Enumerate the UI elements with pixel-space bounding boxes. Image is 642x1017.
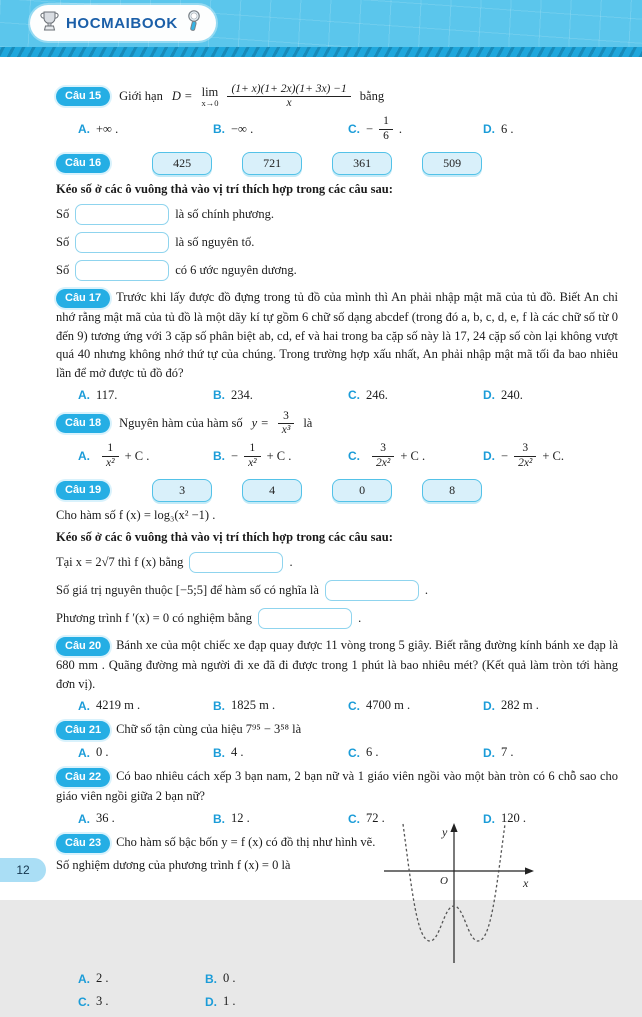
statement-text: Số (56, 206, 70, 221)
statement-text: Số giá trị nguyên thuộc [−5;5] để hàm số có nghĩa là (56, 582, 319, 597)
statement-text: là số chính phương. (175, 206, 274, 221)
question-badge: Câu 18 (56, 414, 110, 433)
options-row (78, 442, 618, 469)
option-c: C. $\frac{3}{\text{2x²}}$ + C . (348, 442, 426, 469)
option-a: A. $\frac{1}{\text{x²}}$ + C . (78, 442, 150, 469)
option-c: C. 4700 m . (348, 698, 411, 713)
option-c: C. 246. (348, 387, 388, 403)
math-lhs: y = (251, 416, 269, 431)
option-a: A. 4219 m . (78, 698, 141, 713)
drag-number[interactable]: 721 (242, 152, 302, 175)
quartic-function-graph (376, 821, 538, 971)
question-text: Nguyên hàm của hàm số (119, 416, 243, 431)
question-16 (56, 152, 618, 281)
question-badge: Câu 23 (56, 834, 110, 853)
question-badge: Câu 16 (56, 154, 110, 173)
options-row (78, 388, 618, 403)
logo (30, 5, 216, 41)
statement-text: Số (56, 262, 70, 277)
option-a: A. 0 . (78, 745, 109, 760)
question-text: Giới hạn (119, 89, 163, 104)
option-d: D. 282 m . (483, 698, 539, 713)
statement-text: Tại x = 2√7 thì f (x) bằng (56, 554, 184, 569)
drop-slot[interactable] (189, 552, 283, 573)
drag-number[interactable]: 425 (152, 152, 212, 175)
limit-operator: lim x→0 (201, 84, 219, 109)
question-19 (56, 479, 618, 629)
y-axis-label: y (442, 825, 448, 839)
drag-number[interactable]: 3 (152, 479, 212, 502)
statement-text: có 6 ước nguyên dương. (175, 262, 297, 277)
statement-row (56, 552, 618, 573)
option-b: B. − $\frac{1}{\text{x²}}$ + C . (213, 442, 292, 469)
question-text: Trước khi lấy được đồ đựng trong tủ đồ của mình thì An phải nhập mật mã của tủ đồ. Biết An chỉ nhớ rằng mật mã của tủ đồ là một dãy kí tự gồm 6 chữ số dạng abcdef (trong đó a, b, c, d, e, f là các chữ số từ 0 đến 9) tương ứng với 3 cặp số phân biệt ab, cd, ef và hai trong ba cặp số này là 17, 24 cặp số còn lại không vượt quá 40 nhưng không nhớ thứ tự của chúng. Trong trường hợp xấu nhất, An phải nhập mật mã tối đa bao nhiêu lần để mở được tủ đồ đó? (56, 289, 618, 381)
drag-number[interactable]: 0 (332, 479, 392, 502)
question-text: Chữ số tận cùng của hiệu 7⁹⁵ − 3⁵⁸ là (116, 722, 302, 737)
options-row (78, 698, 618, 713)
header-stripe (0, 47, 642, 57)
statement-text: . (289, 554, 293, 569)
statement-row (56, 608, 618, 629)
question-22 (56, 767, 618, 826)
question-badge: Câu 17 (56, 289, 110, 308)
logo-text: HOCMAIBOOK (66, 14, 178, 32)
page-content (0, 57, 642, 1017)
drag-instruction: Kéo số ở các ô vuông thả vào vị trí thích hợp trong các câu sau: (56, 529, 393, 544)
question-21 (56, 720, 618, 760)
question-text-suffix: bằng (359, 89, 385, 104)
option-b: B. −∞ . (213, 121, 254, 137)
option-d: D. 6 . (483, 121, 514, 137)
statement-row (56, 260, 618, 281)
statement-row (56, 580, 618, 601)
option-b: B. 1825 m . (213, 698, 276, 713)
question-badge: Câu 21 (56, 721, 110, 740)
question-20 (56, 636, 618, 714)
question-text: Có bao nhiêu cách xếp 3 bạn nam, 2 bạn nữ và 1 giáo viên ngồi vào một bàn tròn có 6 chỗ sao cho giáo viên ngồi giữa 2 bạn nữ? (56, 769, 618, 804)
statement-row (56, 232, 618, 253)
question-text-suffix: là (303, 416, 313, 431)
origin-label: O (440, 875, 448, 887)
fraction: $\frac{(1+ x)(1+ 2x)(1+ 3x) -1}{x}$ (227, 83, 350, 110)
question-17 (56, 288, 618, 403)
option-b: B. 234. (213, 387, 253, 403)
question-18 (56, 410, 618, 470)
drop-slot[interactable] (258, 608, 352, 629)
question-badge: Câu 19 (56, 481, 110, 500)
question-text: Bánh xe của một chiếc xe đạp quay được 11 vòng trong 5 giây. Biết rằng đường kính bánh xe đạp là 680 mm . Quãng đường mà người đi xe đã đi được trong 1 phút là bao nhiêu mét? (Kết quả làm tròn tới hàng đơn vị). (56, 637, 618, 691)
option-c: C. 72 . (348, 811, 385, 826)
option-d: D. 120 . (483, 811, 526, 826)
question-badge: Câu 15 (56, 87, 110, 106)
option-b: B. 0 . (205, 971, 236, 986)
option-b: B. 12 . (213, 811, 250, 826)
trophy-icon (40, 10, 59, 36)
question-23 (56, 825, 618, 1017)
drop-slot[interactable] (325, 580, 419, 601)
option-c: C. 6 . (348, 745, 379, 760)
drag-number[interactable]: 8 (422, 479, 482, 502)
option-d: D. 7 . (483, 745, 514, 760)
drag-number[interactable]: 509 (422, 152, 482, 175)
drag-number[interactable]: 4 (242, 479, 302, 502)
options-row (78, 745, 618, 760)
option-d: D. 240. (483, 387, 523, 403)
option-b: B. 4 . (213, 745, 244, 760)
option-a: A. +∞ . (78, 121, 119, 137)
drag-number[interactable]: 361 (332, 152, 392, 175)
drag-number-boxes (152, 479, 482, 502)
question-text: Số nghiệm dương của phương trình f (x) = 0 là (56, 858, 291, 872)
option-c: C. 3 . (78, 994, 109, 1009)
question-15 (56, 83, 618, 143)
option-d: D. 1 . (205, 994, 236, 1009)
statement-text: là số nguyên tố. (175, 234, 255, 249)
options-grid (78, 971, 378, 1017)
question-intro: Cho hàm số f (x) = log₃(x² −1) . (56, 507, 216, 522)
statement-text: . (424, 582, 429, 597)
question-badge: Câu 20 (56, 637, 110, 656)
option-c: C. − $\frac{1}{6}$ . (348, 115, 402, 142)
drop-slot[interactable] (75, 232, 169, 253)
drag-instruction: Kéo số ở các ô vuông thả vào vị trí thích hợp trong các câu sau: (56, 181, 393, 196)
option-a: A. 117. (78, 387, 118, 403)
option-a: A. 2 . (78, 971, 109, 986)
drop-slot[interactable] (75, 204, 169, 225)
option-a: A. 36 . (78, 811, 115, 826)
fraction: $\frac{3}{\text{x³}}$ (278, 410, 295, 437)
math-lhs: D = (171, 89, 193, 104)
option-d: D. − $\frac{3}{\text{2x²}}$ + C. (483, 442, 565, 469)
statement-text: . (358, 610, 362, 625)
options-row (78, 811, 618, 826)
statement-text: Số (56, 234, 70, 249)
question-badge: Câu 22 (56, 768, 110, 787)
drop-slot[interactable] (75, 260, 169, 281)
page-number: 12 (0, 858, 46, 882)
drag-number-boxes (152, 152, 482, 175)
options-row (78, 115, 618, 142)
statement-text: Phương trình f ′(x) = 0 có nghiệm bằng (56, 610, 253, 625)
magnifier-icon (185, 9, 202, 37)
header-banner (0, 0, 642, 47)
question-intro: Cho hàm số bậc bốn y = f (x) có đồ thị như hình vẽ. (116, 835, 376, 849)
x-axis-label: x (523, 876, 529, 890)
statement-row (56, 204, 618, 225)
